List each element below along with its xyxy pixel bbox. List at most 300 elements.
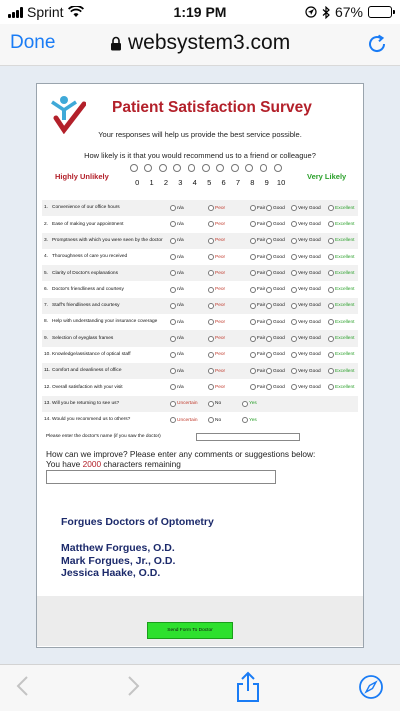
radio-button[interactable] <box>291 254 297 260</box>
rating-option-label: Good <box>273 221 285 227</box>
question-number: 6. <box>44 286 49 292</box>
rating-option-label: Peor <box>215 254 226 260</box>
rating-option[interactable] <box>291 352 321 358</box>
nps-radio[interactable] <box>245 164 253 172</box>
radio-button[interactable] <box>291 368 297 374</box>
nps-radio[interactable] <box>188 164 196 172</box>
rating-option[interactable] <box>266 336 285 342</box>
radio-button[interactable] <box>266 352 272 358</box>
rating-option-label: n/a <box>177 287 184 293</box>
practice-name: Forgues Doctors of Optometry <box>61 516 214 528</box>
rating-option-label: n/a <box>177 254 184 260</box>
rating-option-label: Very Good <box>298 303 321 309</box>
table-row <box>42 298 358 314</box>
clock: 1:19 PM <box>173 4 227 20</box>
lock-icon <box>110 36 122 51</box>
chars-suffix: characters remaining <box>103 459 181 469</box>
rating-option-label: Fair <box>257 336 266 342</box>
rating-option[interactable] <box>266 319 285 325</box>
rating-option[interactable] <box>170 238 184 244</box>
question-text <box>44 385 168 391</box>
radio-button[interactable] <box>208 417 214 423</box>
rating-option-label: Good <box>273 270 285 276</box>
rating-option[interactable] <box>208 368 225 374</box>
rating-option-label: n/a <box>177 352 184 358</box>
rating-option[interactable] <box>242 401 257 407</box>
radio-button[interactable] <box>266 238 272 244</box>
radio-button[interactable] <box>208 384 214 390</box>
rating-option[interactable] <box>250 238 265 244</box>
rating-option[interactable] <box>266 254 285 260</box>
rating-option[interactable] <box>291 303 321 309</box>
battery-percent: 67% <box>334 4 363 20</box>
radio-button[interactable] <box>250 336 256 342</box>
radio-button[interactable] <box>328 254 334 260</box>
radio-button[interactable] <box>328 336 334 342</box>
radio-button[interactable] <box>250 303 256 309</box>
rating-option[interactable] <box>170 368 184 374</box>
radio-button[interactable] <box>170 238 176 244</box>
rating-option-label: Peor <box>215 205 226 211</box>
rating-option[interactable] <box>291 336 321 342</box>
done-button[interactable]: Done <box>10 32 56 53</box>
radio-button[interactable] <box>170 205 176 211</box>
nps-radio[interactable] <box>274 164 282 172</box>
radio-button[interactable] <box>208 270 214 276</box>
nps-radio[interactable] <box>202 164 210 172</box>
question-label: Thoroughness of care you received <box>52 254 128 260</box>
rating-option[interactable] <box>208 238 225 244</box>
rating-option-label: Peor <box>215 368 226 374</box>
nps-radio[interactable] <box>231 164 239 172</box>
radio-button[interactable] <box>291 205 297 211</box>
rating-option-label: Fair <box>257 303 266 309</box>
rating-option-label: Peor <box>215 319 226 325</box>
rating-option-label: Good <box>273 303 285 309</box>
rating-option[interactable] <box>170 270 184 276</box>
radio-button[interactable] <box>208 205 214 211</box>
rating-option-label: Excellent <box>335 238 355 244</box>
rating-option[interactable] <box>250 319 265 325</box>
rating-option[interactable] <box>291 319 321 325</box>
rating-option[interactable] <box>208 352 225 358</box>
radio-button[interactable] <box>250 287 256 293</box>
question-number: 8. <box>44 319 49 325</box>
rating-option-label: Excellent <box>335 287 355 293</box>
rating-option[interactable] <box>328 319 354 325</box>
question-label: Selection of eyeglass frames <box>52 335 114 341</box>
nps-question: How likely is it that you would recommend us to a friend or colleague? <box>84 151 316 160</box>
question-number: 1. <box>44 205 49 211</box>
radio-button[interactable] <box>266 336 272 342</box>
rating-option[interactable] <box>328 336 354 342</box>
question-number: 12. <box>44 384 51 390</box>
rating-option[interactable] <box>291 205 321 211</box>
rating-option[interactable] <box>250 352 265 358</box>
radio-button[interactable] <box>266 303 272 309</box>
rating-option[interactable] <box>291 254 321 260</box>
radio-button[interactable] <box>250 384 256 390</box>
nps-scale-number: 6 <box>221 178 226 187</box>
rating-option-label: n/a <box>177 319 184 325</box>
radio-button[interactable] <box>170 384 176 390</box>
forward-icon[interactable] <box>124 673 142 699</box>
rating-option[interactable] <box>328 221 354 227</box>
rating-option[interactable] <box>250 205 265 211</box>
url-bar[interactable] <box>110 31 290 55</box>
rating-option-label: n/a <box>177 238 184 244</box>
nps-radio[interactable] <box>130 164 138 172</box>
nps-scale-numbers <box>130 178 288 187</box>
rating-option-label: Very Good <box>298 238 321 244</box>
radio-button[interactable] <box>266 287 272 293</box>
rating-option[interactable] <box>266 287 285 293</box>
radio-button[interactable] <box>291 352 297 358</box>
doctor-list <box>61 542 175 580</box>
rating-option[interactable] <box>250 303 265 309</box>
rating-option-label: Peor <box>215 336 226 342</box>
radio-button[interactable] <box>291 287 297 293</box>
question-label: Convenience of our office hours <box>52 205 120 211</box>
questions-table <box>42 200 358 428</box>
radio-button[interactable] <box>208 287 214 293</box>
radio-button[interactable] <box>170 270 176 276</box>
rating-option-label: Peor <box>215 238 226 244</box>
rating-option-label: n/a <box>177 336 184 342</box>
rating-option[interactable] <box>250 254 265 260</box>
radio-button[interactable] <box>291 221 297 227</box>
nps-scale-number: 8 <box>250 178 255 187</box>
rating-option[interactable] <box>250 384 265 390</box>
table-row <box>42 233 358 249</box>
url-text: websystem3.com <box>128 31 291 54</box>
radio-button[interactable] <box>250 368 256 374</box>
radio-button[interactable] <box>328 319 334 325</box>
question-text <box>44 271 168 277</box>
radio-button[interactable] <box>170 368 176 374</box>
rating-option[interactable] <box>328 287 354 293</box>
radio-button[interactable] <box>170 303 176 309</box>
nps-radio[interactable] <box>173 164 181 172</box>
rating-option-label: Yes <box>249 417 257 423</box>
radio-button[interactable] <box>170 352 176 358</box>
rating-option[interactable] <box>242 417 257 423</box>
nps-radio[interactable] <box>144 164 152 172</box>
radio-button[interactable] <box>291 238 297 244</box>
radio-button[interactable] <box>266 254 272 260</box>
radio-button[interactable] <box>208 254 214 260</box>
rating-option[interactable] <box>208 270 225 276</box>
doctor-name: Matthew Forgues, O.D. <box>61 542 175 554</box>
improve-question: How can we improve? Please enter any comments or suggestions below: <box>46 449 316 459</box>
rating-option-label: Excellent <box>335 384 355 390</box>
radio-button[interactable] <box>208 352 214 358</box>
rating-option[interactable] <box>250 368 265 374</box>
question-number: 7. <box>44 303 49 309</box>
rating-option[interactable] <box>291 368 321 374</box>
radio-button[interactable] <box>242 417 248 423</box>
rating-option[interactable] <box>170 401 198 407</box>
rating-option[interactable] <box>328 303 354 309</box>
radio-button[interactable] <box>328 238 334 244</box>
radio-button[interactable] <box>328 368 334 374</box>
nps-radio[interactable] <box>159 164 167 172</box>
rating-option-label: Very Good <box>298 368 321 374</box>
bluetooth-icon <box>322 6 330 19</box>
radio-button[interactable] <box>291 384 297 390</box>
nps-radio[interactable] <box>216 164 224 172</box>
nps-scale-number: 10 <box>276 178 286 187</box>
rating-option[interactable] <box>266 238 285 244</box>
question-label: Clarity of Doctor's explanations <box>52 270 118 276</box>
rating-option[interactable] <box>208 303 225 309</box>
nps-scale-number: 0 <box>135 178 140 187</box>
rating-option-label: Very Good <box>298 287 321 293</box>
rating-option-label: Peor <box>215 303 226 309</box>
reload-icon[interactable] <box>366 33 388 55</box>
rating-option[interactable] <box>266 368 285 374</box>
radio-button[interactable] <box>170 336 176 342</box>
radio-button[interactable] <box>328 221 334 227</box>
radio-button[interactable] <box>250 205 256 211</box>
status-bar <box>0 0 400 24</box>
rating-option[interactable] <box>266 352 285 358</box>
rating-option-label: Good <box>273 238 285 244</box>
rating-option-label: Uncertain <box>177 401 198 407</box>
rating-option-label: Good <box>273 336 285 342</box>
rating-option[interactable] <box>170 303 184 309</box>
rating-option-label: Very Good <box>298 319 321 325</box>
rating-option-label: Uncertain <box>177 417 198 423</box>
rating-option-label: Fair <box>257 205 266 211</box>
rating-option[interactable] <box>170 384 184 390</box>
share-icon[interactable] <box>235 671 261 703</box>
doctor-name: Jessica Haake, O.D. <box>61 567 161 579</box>
radio-button[interactable] <box>208 336 214 342</box>
rating-option-label: Good <box>273 205 285 211</box>
question-text <box>44 303 168 309</box>
nps-scale-number: 2 <box>163 178 169 187</box>
rating-option-label: Good <box>273 319 285 325</box>
radio-button[interactable] <box>266 384 272 390</box>
rating-option[interactable] <box>266 270 285 276</box>
browser-nav-bar <box>0 24 400 66</box>
question-text <box>44 287 168 293</box>
rating-option[interactable] <box>250 221 265 227</box>
radio-button[interactable] <box>208 368 214 374</box>
rating-option-label: Good <box>273 368 285 374</box>
rating-option[interactable] <box>328 254 354 260</box>
radio-button[interactable] <box>266 205 272 211</box>
table-row <box>42 379 358 395</box>
question-label: Knowledge/assistance of optical staff <box>52 352 131 358</box>
rating-option[interactable] <box>328 384 354 390</box>
question-text <box>44 319 168 325</box>
radio-button[interactable] <box>250 221 256 227</box>
radio-button[interactable] <box>208 238 214 244</box>
compass-icon[interactable] <box>358 674 384 700</box>
nps-scale-number: 7 <box>235 178 241 187</box>
rating-option[interactable] <box>250 336 265 342</box>
rating-option-label: Very Good <box>298 336 321 342</box>
doctor-name: Mark Forgues, Jr., O.D. <box>61 554 176 567</box>
rating-option[interactable] <box>266 205 285 211</box>
rating-option-label: Fair <box>257 287 266 293</box>
rating-option-label: Very Good <box>298 205 321 211</box>
radio-button[interactable] <box>242 401 248 407</box>
rating-option[interactable] <box>170 352 184 358</box>
radio-button[interactable] <box>328 384 334 390</box>
rating-option[interactable] <box>328 238 354 244</box>
table-row <box>42 412 358 428</box>
radio-button[interactable] <box>170 319 176 325</box>
nps-scale-number: 3 <box>178 178 183 187</box>
doctor-name-input[interactable] <box>196 433 300 441</box>
rating-option[interactable] <box>170 221 184 227</box>
rating-option[interactable] <box>208 287 225 293</box>
radio-button[interactable] <box>250 270 256 276</box>
radio-button[interactable] <box>250 254 256 260</box>
rating-option-label: Fair <box>257 270 266 276</box>
table-row <box>42 200 358 216</box>
rating-option[interactable] <box>250 287 265 293</box>
chars-prefix: You have <box>46 459 81 469</box>
rating-option[interactable] <box>291 384 321 390</box>
rating-option-label: Fair <box>257 384 266 390</box>
radio-button[interactable] <box>291 270 297 276</box>
radio-button[interactable] <box>208 401 214 407</box>
rating-option[interactable] <box>291 270 321 276</box>
question-text <box>44 352 168 358</box>
nps-radio-group <box>130 164 282 172</box>
rating-option-label: n/a <box>177 270 184 276</box>
rating-option[interactable] <box>328 205 354 211</box>
rating-option-label: n/a <box>177 303 184 309</box>
radio-button[interactable] <box>328 205 334 211</box>
radio-button[interactable] <box>266 368 272 374</box>
radio-button[interactable] <box>266 270 272 276</box>
location-icon <box>305 6 317 18</box>
rating-option[interactable] <box>291 238 321 244</box>
radio-button[interactable] <box>170 254 176 260</box>
radio-button[interactable] <box>170 287 176 293</box>
rating-option-label: Excellent <box>335 221 355 227</box>
rating-option-label: Peor <box>215 352 226 358</box>
question-number: 9. <box>44 335 49 341</box>
radio-button[interactable] <box>250 238 256 244</box>
characters-remaining <box>46 459 181 469</box>
question-number: 14. <box>44 417 51 423</box>
rating-option[interactable] <box>266 221 285 227</box>
rating-option[interactable] <box>208 401 221 407</box>
question-number: 4. <box>44 254 49 260</box>
browser-toolbar <box>0 664 400 711</box>
checkmark-person-logo <box>50 94 86 134</box>
question-label: Doctor's friendliness and courtesy <box>52 286 124 292</box>
radio-button[interactable] <box>328 270 334 276</box>
rating-option-label: Excellent <box>335 270 355 276</box>
rating-option[interactable] <box>328 368 354 374</box>
survey-subtitle: Your responses will help us provide the best service possible. <box>98 130 302 139</box>
rating-option[interactable] <box>266 384 285 390</box>
rating-option[interactable] <box>170 319 184 325</box>
radio-button[interactable] <box>291 319 297 325</box>
question-label: Ease of making your appointment <box>52 221 124 227</box>
rating-option-label: No <box>215 401 222 407</box>
rating-option-label: Excellent <box>335 205 355 211</box>
table-row <box>42 396 358 412</box>
rating-option[interactable] <box>170 336 184 342</box>
radio-button[interactable] <box>170 417 176 423</box>
rating-option-label: Very Good <box>298 384 321 390</box>
radio-button[interactable] <box>328 352 334 358</box>
rating-option[interactable] <box>266 303 285 309</box>
rating-option-label: Peor <box>215 287 226 293</box>
table-row <box>42 216 358 232</box>
rating-option[interactable] <box>170 417 198 423</box>
radio-button[interactable] <box>208 221 214 227</box>
rating-option[interactable] <box>208 384 225 390</box>
radio-button[interactable] <box>328 287 334 293</box>
rating-option[interactable] <box>291 221 321 227</box>
radio-button[interactable] <box>170 221 176 227</box>
radio-button[interactable] <box>266 319 272 325</box>
rating-option[interactable] <box>208 254 225 260</box>
table-row <box>42 265 358 281</box>
rating-option[interactable] <box>170 254 184 260</box>
rating-option[interactable] <box>328 270 354 276</box>
radio-button[interactable] <box>170 401 176 407</box>
rating-option[interactable] <box>208 221 225 227</box>
question-number: 3. <box>44 237 49 243</box>
radio-button[interactable] <box>250 319 256 325</box>
rating-option[interactable] <box>208 336 225 342</box>
rating-option[interactable] <box>328 352 354 358</box>
nps-low-label: Highly Unlikely <box>55 172 109 181</box>
back-icon[interactable] <box>14 673 32 699</box>
radio-button[interactable] <box>291 303 297 309</box>
rating-option[interactable] <box>170 287 184 293</box>
table-row <box>42 314 358 330</box>
radio-button[interactable] <box>250 352 256 358</box>
rating-option[interactable] <box>208 417 221 423</box>
rating-option[interactable] <box>170 205 184 211</box>
rating-option[interactable] <box>250 270 265 276</box>
rating-option-label: Peor <box>215 384 226 390</box>
radio-button[interactable] <box>291 336 297 342</box>
rating-option[interactable] <box>291 287 321 293</box>
question-label: Will you be returning to see us? <box>52 400 120 406</box>
question-number: 5. <box>44 270 49 276</box>
rating-option[interactable] <box>208 205 225 211</box>
radio-button[interactable] <box>208 303 214 309</box>
nps-radio[interactable] <box>260 164 268 172</box>
rating-option-label: n/a <box>177 368 184 374</box>
rating-option-label: Excellent <box>335 319 355 325</box>
question-text <box>44 417 168 423</box>
rating-option[interactable] <box>208 319 225 325</box>
table-row <box>42 249 358 265</box>
send-form-button[interactable]: Send Form To Doctor <box>147 622 233 639</box>
rating-option-label: Very Good <box>298 221 321 227</box>
rating-option-label: Fair <box>257 254 266 260</box>
radio-button[interactable] <box>208 319 214 325</box>
comments-input[interactable] <box>46 470 276 484</box>
radio-button[interactable] <box>328 303 334 309</box>
carrier-label: Sprint <box>27 4 64 20</box>
rating-option-label: Excellent <box>335 352 355 358</box>
radio-button[interactable] <box>266 221 272 227</box>
